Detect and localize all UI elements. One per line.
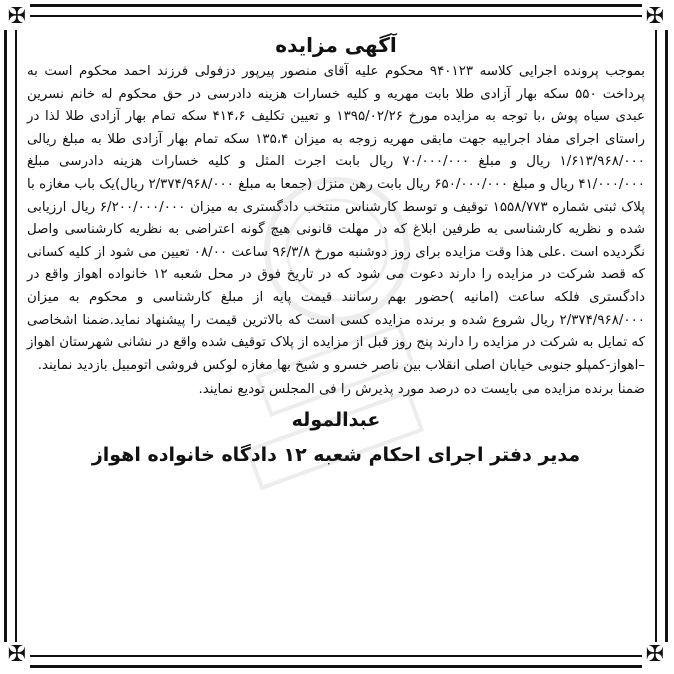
corner-ornament-icon: ✠ — [642, 642, 668, 668]
notice-note: ضمنا برنده مزایده می بایست ده درصد مورد پذیرش را فی المجلس تودیع نمایند. — [198, 382, 645, 398]
corner-ornament-icon: ✠ — [642, 4, 668, 30]
notice-title: آگهی مزایده — [275, 33, 397, 57]
signer-name: عبدالموله — [291, 409, 381, 432]
notice-body: بموجب پرونده اجرایی کلاسه ۹۴۰۱۲۳ محکوم علیه آقای منصور پیرپور دزفولی فرزند احمد محکوم است به پرداخت ۵۵۰ سکه بهار آزادی طلا بابت مهریه و کلیه خسارات هزینه دادرسی در حق محکوم له خانم نسرین عبدی سیاه پوش ،با توجه به مزایده مورخ ۱۳۹۵/۰۲/۲۶ و تعیین تکلیف ۴۱۴،۶ سکه تمام بهار آزادی طلا لذا در راستای اجرای مفاد اجراییه جهت مابقی مهریه زوجه به میزان ۱۳۵،۴ سکه تمام بهار آزادی طلا به مبلغ ریالی ۱/۶۱۳/۹۶۸/۰۰۰ ریال و مبلغ ۷۰/۰۰۰/۰۰۰ ریال بابت اجرت المثل و کلیه خسارات هزینه دادرسی مبلغ ۴۱/۰۰۰/۰۰۰ ریال و مبلغ ۶۵۰/۰۰۰/۰۰۰ ریال بابت رهن منزل (جمعا به مبلغ ۲/۳۷۴/۹۶۸/۰۰۰ ریال)یک باب مغازه با پلاک ثبتی شماره ۱۵۵۸/۷۷۳ توقیف و توسط کارشناس منتخب دادگستری به میزان ۶/۲۰۰/۰۰۰/۰۰۰ ریال ارزیابی شده و نظریه کارشناسی به طرفین ابلاغ که در مهلت قانونی هیچ گونه اعتراضی به نظریه کارشناسی واصل نگردیده است .علی هذا وقت مزایده برای روز دوشنبه مورخ ۹۶/۳/۸ ساعت ۰۸/۰۰ تعیین می شود از کلیه کسانی که قصد شرکت در مزایده را دارند دعوت می شود که در تاریخ فوق در محل شعبه ۱۲ خانواده اهواز واقع در دادگستری فلکه ساعت (امانیه )حضور بهم رسانند قیمت پایه از مبلغ کارشناسی و محکوم به میزان ۲/۳۷۴/۹۶۸/۰۰۰ ریال شروع شده و برنده مزایده کسی است که بالاترین قیمت را پیشنهاد نماید.ضمنا اشخاصی که تمایل به شرکت در مزایده را دارند پنج روز قبل از مزایده از پلاک توقیف شده واقع در نشانی شهرستان اهواز –اهواز-کمپلو جنوبی خیابان اصلی انقلاب بین ناصر خسرو و شیخ بها مغازه لوکس فروشی اتومبیل بازدید نمایند. — [27, 64, 646, 373]
issuing-office: مدیر دفتر اجرای احکام شعبه ۱۲ دادگاه خانواده اهواز — [91, 444, 581, 467]
corner-ornament-icon: ✠ — [4, 4, 30, 30]
notice-content — [27, 31, 645, 649]
notice-frame — [4, 4, 668, 668]
corner-ornament-icon: ✠ — [4, 642, 30, 668]
